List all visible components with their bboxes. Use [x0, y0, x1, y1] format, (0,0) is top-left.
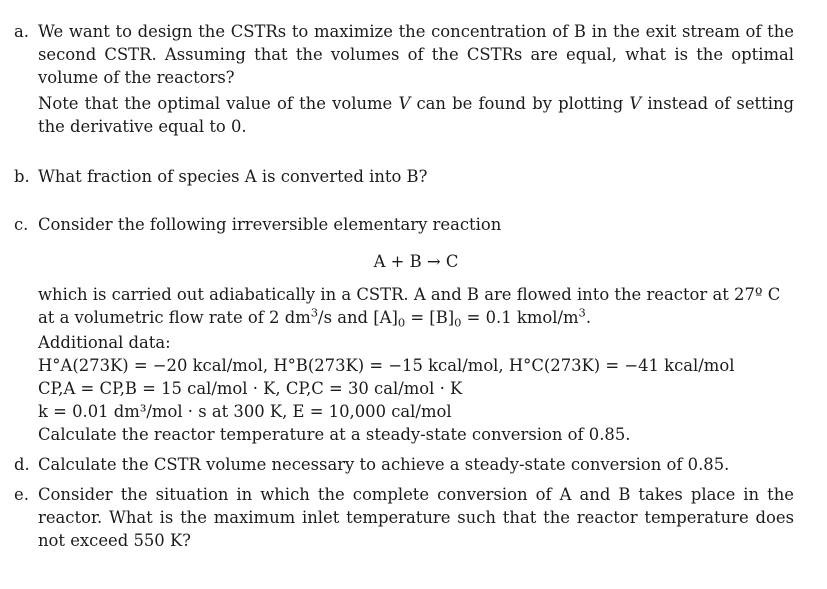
- reaction-equation: A + B → C: [373, 252, 459, 271]
- item-d-text: Calculate the CSTR volume necessary to achieve a steady-state conversion of 0.85.: [38, 455, 730, 474]
- additional-data-label: Additional data:: [38, 333, 171, 352]
- item-e-marker: e.: [14, 485, 29, 504]
- item-a: [14, 20, 794, 138]
- item-c-desc-line-2: at a volumetric flow rate of 2 $dm^3/s$ and $[A]_0 = [B]_0 = 0.1$ kmol/$m^3$.: [38, 305, 592, 330]
- item-c-intro: Consider the following irreversible elementary reaction: [38, 215, 502, 234]
- item-c: [14, 213, 794, 446]
- item-a-marker: a.: [14, 22, 29, 41]
- item-b-marker: b.: [14, 167, 30, 186]
- item-d: [14, 453, 794, 476]
- item-c-question: Calculate the reactor temperature at a steady-state conversion of 0.85.: [38, 425, 631, 444]
- problem-document: [14, 20, 794, 552]
- item-b-text: What fraction of species A is converted into B?: [38, 167, 428, 186]
- item-e: [14, 483, 794, 552]
- enthalpy-data-line: H°A(273K) = −20 kcal/mol, H°B(273K) = −15 kcal/mol, H°C(273K) = −41 kcal/mol: [38, 356, 735, 375]
- item-c-description: [38, 283, 794, 329]
- item-c-desc-line-1: which is carried out adiabatically in a CSTR. A and B are flowed into the reactor at 27º C: [38, 285, 781, 304]
- rate-constant-data-line: k = 0.01 dm³/mol · s at 300 K, E = 10,000 cal/mol: [38, 402, 452, 421]
- item-d-marker: d.: [14, 455, 30, 474]
- item-c-marker: c.: [14, 215, 29, 234]
- item-a-note: Note that the optimal value of the volume V can be found by plotting V instead of setting the derivative equal to 0.: [38, 94, 795, 136]
- heat-capacity-data-line: CP,A = CP,B = 15 cal/mol · K, CP,C = 30 cal/mol · K: [38, 379, 463, 398]
- item-a-text: We want to design the CSTRs to maximize the concentration of B in the exit stream of the second CSTR. Assuming that the volumes of the CSTRs are equal, what is the optimal volume of the reactors?: [38, 22, 794, 87]
- item-e-text: Consider the situation in which the complete conversion of A and B takes place in the reactor. What is the maximum inlet temperature such that the reactor temperature does not exceed 550 K?: [38, 485, 794, 550]
- item-b: [14, 165, 794, 188]
